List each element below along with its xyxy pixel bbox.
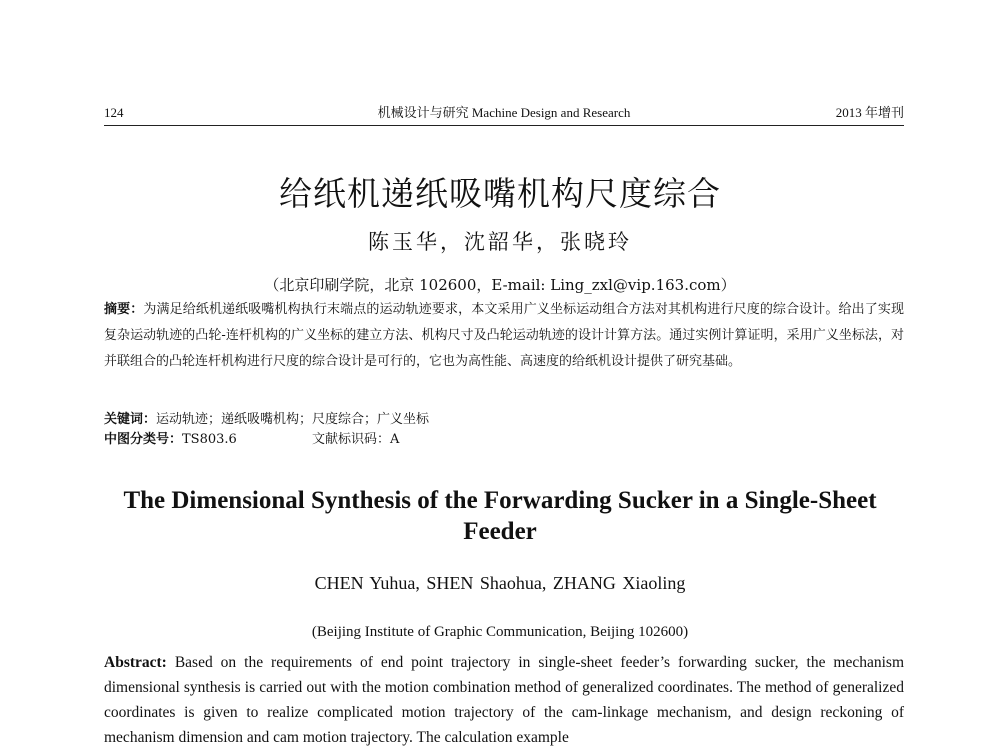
class-number-label: 中图分类号： <box>104 432 183 447</box>
document-code <box>312 430 399 449</box>
chinese-title: 给纸机递纸吸嘴机构尺度综合 <box>279 174 721 213</box>
english-abstract <box>104 650 904 750</box>
chinese-keywords <box>104 410 904 429</box>
english-affiliation: (Beijing Institute of Graphic Communication, Beijing 102600) <box>311 624 689 640</box>
english-abstract-text: Based on the requirements of end point trajectory in single-sheet feeder’s forwarding sucker, the mechanism dimensional synthesis is carried out with the motion combination method of generalized coordinates. The method of generalized coordinates is given to realize complicated motion trajectory of the cam-linkage mechanism, and design reckoning of mechanism dimension and cam motion trajectory. The calculation example <box>104 654 905 746</box>
chinese-affiliation: （北京印刷学院，北京 102600，E-mail: Ling_zxl@vip.163.com） <box>264 276 736 294</box>
chinese-abstract-label: 摘要： <box>104 302 144 317</box>
document-code-value: A <box>390 432 400 447</box>
class-number-value: TS803.6 <box>182 432 237 447</box>
chinese-abstract-text: 为满足给纸机递纸吸嘴机构执行末端点的运动轨迹要求，本文采用广义坐标运动组合方法对其机构进行尺度的综合设计。给出了实现复杂运动轨迹的凸轮-连杆机构的广义坐标的建立方法、机构尺寸及凸轮运动轨迹的设计计算方法。通过实例计算证明，采用广义坐标法，对并联组合的凸轮连杆机构进行尺度的综合设计是可行的，它也为高性能、高速度的给纸机设计提供了研究基础。 <box>104 302 904 369</box>
page-number: 124 <box>104 105 124 120</box>
classification-line <box>104 430 904 449</box>
keywords-label: 关键词： <box>104 412 157 427</box>
english-authors: CHEN Yuhua, SHEN Shaohua, ZHANG Xiaoling <box>314 573 686 593</box>
english-abstract-label: Abstract: <box>104 654 167 671</box>
document-code-label: 文献标识码： <box>312 432 391 447</box>
chinese-abstract <box>104 297 904 375</box>
journal-name: 机械设计与研究 Machine Design and Research <box>377 105 631 120</box>
english-title: The Dimensional Synthesis of the Forwarding Sucker in a Single-Sheet Feeder <box>123 487 877 545</box>
running-header <box>104 103 904 126</box>
keywords-text: 运动轨迹；递纸吸嘴机构；尺度综合；广义坐标 <box>156 412 430 427</box>
chinese-authors: 陈玉华，沈韶华，张晓玲 <box>368 230 632 254</box>
year-issue: 2013 年增刊 <box>835 105 904 120</box>
